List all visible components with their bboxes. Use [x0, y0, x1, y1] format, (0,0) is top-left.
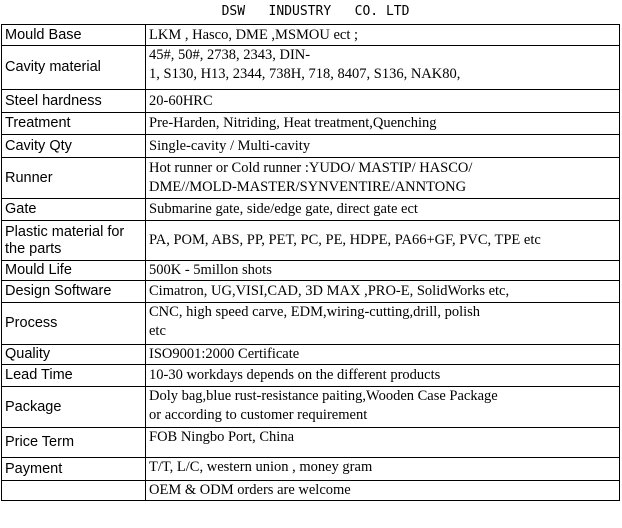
- spec-row: [2, 199, 620, 221]
- spec-value: [146, 303, 620, 345]
- spec-value: [146, 221, 620, 261]
- spec-label: Package: [2, 387, 146, 428]
- spec-value-line: T/T, L/C, western union , money gram: [149, 459, 373, 475]
- spec-value: [146, 158, 620, 199]
- spec-label: Price Term: [2, 428, 146, 458]
- spec-row: [2, 158, 620, 199]
- spec-value-line: DME//MOLD-MASTER/SYNVENTIRE/ANNTONG: [149, 179, 467, 195]
- spec-row: [2, 113, 620, 135]
- spec-label: Lead Time: [2, 365, 146, 387]
- spec-row: [2, 365, 620, 387]
- spec-value: [146, 90, 620, 113]
- spec-value-line: LKM , Hasco, DME ,MSMOU ect ;: [149, 26, 359, 43]
- spec-label: Runner: [2, 158, 146, 199]
- spec-row: [2, 25, 620, 46]
- spec-label: Plastic material for the parts: [2, 221, 146, 261]
- spec-row: [2, 428, 620, 458]
- spec-value: [146, 387, 620, 428]
- spec-value-line: 20-60HRC: [149, 92, 213, 109]
- spec-row: [2, 303, 620, 345]
- spec-value: [146, 25, 620, 46]
- spec-row: [2, 221, 620, 261]
- spec-value: [146, 481, 620, 501]
- spec-label: Steel hardness: [2, 90, 146, 113]
- spec-label: Mould Life: [2, 261, 146, 281]
- spec-value-line: FOB Ningbo Port, China: [149, 429, 295, 445]
- spec-label: Design Software: [2, 281, 146, 303]
- spec-value-line: 500K - 5millon shots: [149, 262, 272, 278]
- spec-sheet: [1, 2, 620, 501]
- spec-row: [2, 281, 620, 303]
- spec-row: [2, 261, 620, 281]
- spec-value-line: CNC, high speed carve, EDM,wiring-cutting,drill, polish: [149, 304, 481, 320]
- spec-value: [146, 428, 620, 458]
- spec-value: [146, 135, 620, 158]
- spec-label: Process: [2, 303, 146, 345]
- spec-table: [1, 24, 620, 501]
- spec-label: Quality: [2, 345, 146, 365]
- spec-value: [146, 261, 620, 281]
- spec-value-line: Pre-Harden, Nitriding, Heat treatment,Quenching: [149, 115, 437, 131]
- spec-value-line: 10-30 workdays depends on the different products: [149, 367, 441, 383]
- spec-value: [146, 458, 620, 481]
- spec-value: [146, 365, 620, 387]
- spec-label: Mould Base: [2, 25, 146, 46]
- spec-row: [2, 345, 620, 365]
- spec-value-line: or according to customer requirement: [149, 407, 368, 423]
- spec-value-line: Doly bag,blue rust-resistance paiting,Wooden Case Package: [149, 388, 498, 404]
- spec-label: Treatment: [2, 113, 146, 135]
- spec-value: [146, 281, 620, 303]
- spec-value-line: Submarine gate, side/edge gate, direct gate ect: [149, 201, 418, 217]
- spec-row: [2, 458, 620, 481]
- spec-label: Gate: [2, 199, 146, 221]
- spec-row: [2, 90, 620, 113]
- spec-label: [2, 481, 146, 501]
- spec-value: [146, 345, 620, 365]
- spec-value-line: OEM & ODM orders are welcome: [149, 482, 351, 498]
- spec-value-line: PA, POM, ABS, PP, PET, PC, PE, HDPE, PA66+GF, PVC, TPE etc: [149, 232, 541, 248]
- spec-label: Cavity Qty: [2, 135, 146, 158]
- spec-value-line: Hot runner or Cold runner :YUDO/ MASTIP/ HASCO/: [149, 160, 473, 176]
- spec-value: [146, 199, 620, 221]
- spec-value-line: 1, S130, H13, 2344, 738H, 718, 8407, S136, NAK80,: [149, 66, 461, 82]
- spec-label: Cavity material: [2, 46, 146, 90]
- spec-row: [2, 135, 620, 158]
- spec-value: [146, 113, 620, 135]
- spec-value-line: Cimatron, UG,VISI,CAD, 3D MAX ,PRO-E, SolidWorks etc,: [149, 283, 510, 299]
- spec-row: [2, 481, 620, 501]
- spec-value-line: etc: [149, 323, 166, 339]
- spec-row: [2, 387, 620, 428]
- spec-value-line: 45#, 50#, 2738, 2343, DIN-: [149, 47, 311, 63]
- spec-label: Payment: [2, 458, 146, 481]
- spec-row: [2, 46, 620, 90]
- company-title: DSW INDUSTRY CO. LTD: [221, 4, 410, 19]
- spec-value-line: ISO9001:2000 Certificate: [149, 346, 300, 362]
- spec-value-line: Single-cavity / Multi-cavity: [149, 137, 311, 154]
- spec-value: [146, 46, 620, 90]
